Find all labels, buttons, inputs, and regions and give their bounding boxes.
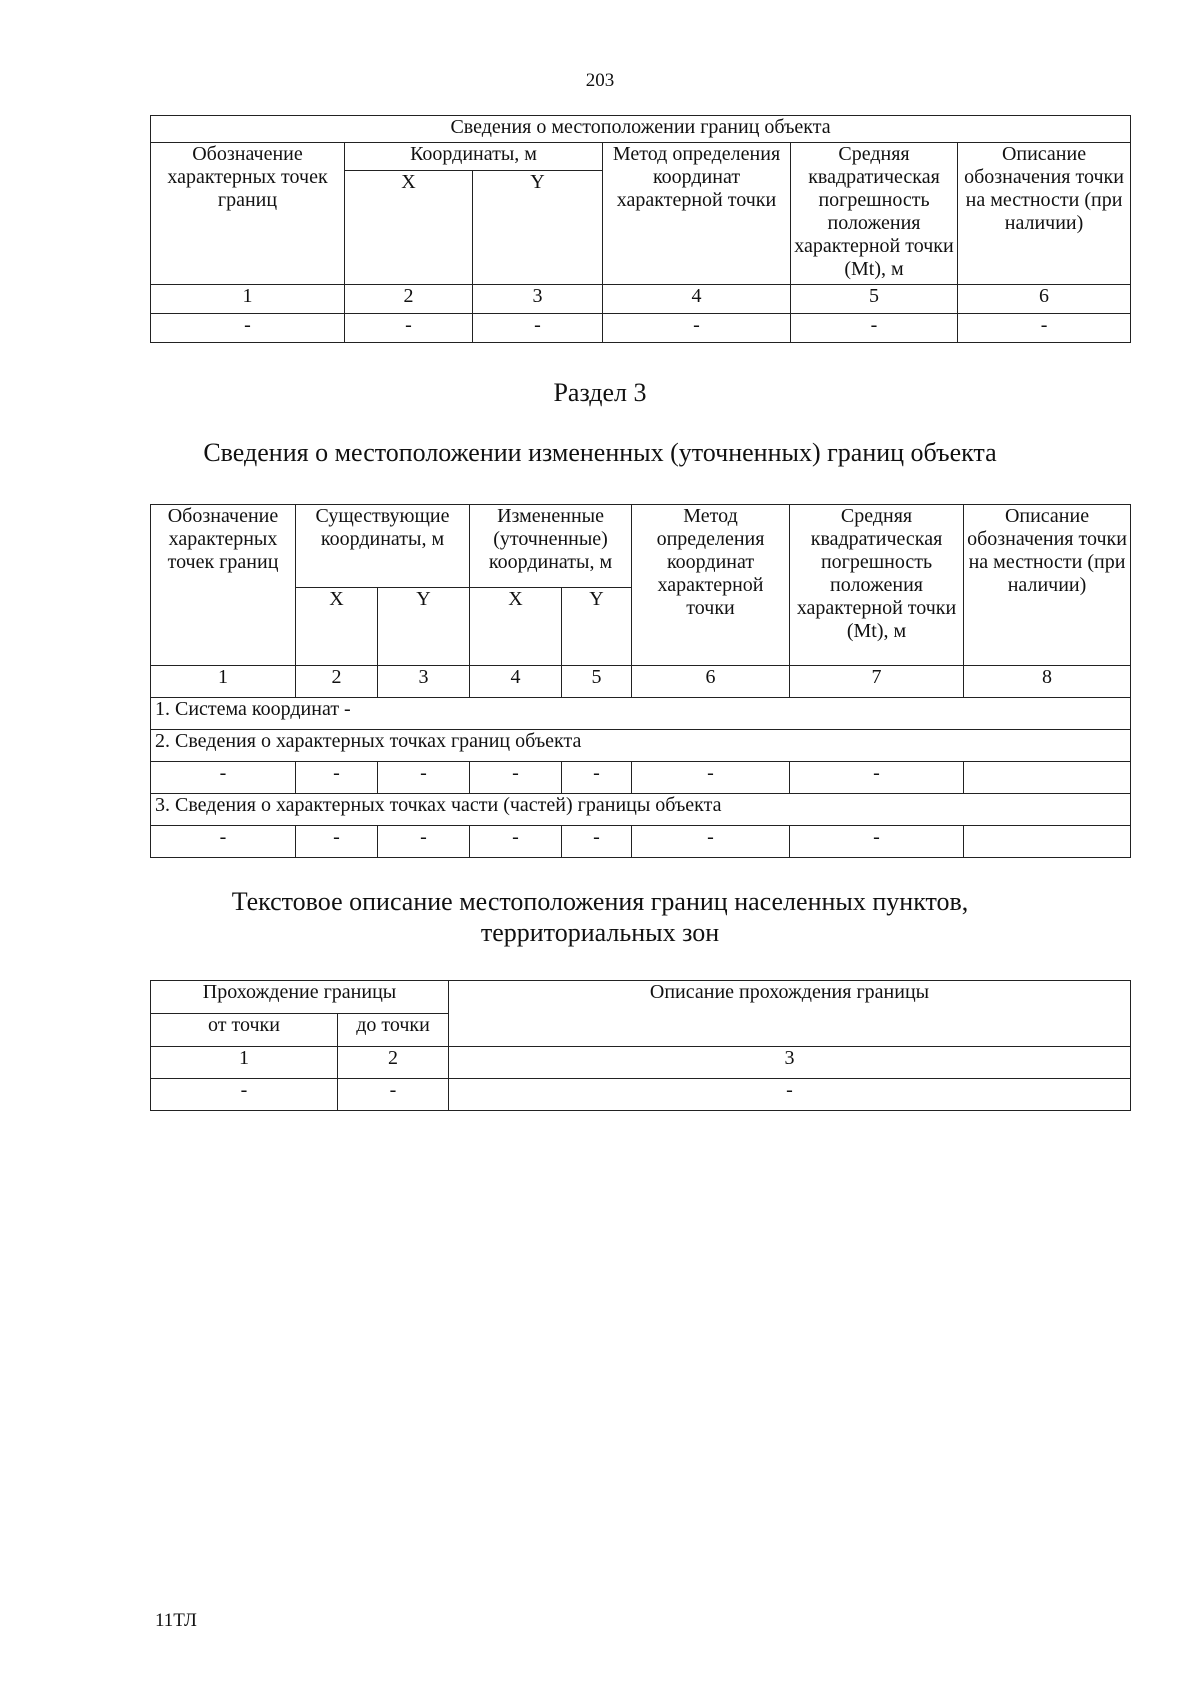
col-header-existing-coords: Существующие координаты, м xyxy=(296,505,470,588)
col-header-y: Y xyxy=(473,171,603,285)
column-number: 1 xyxy=(151,1047,338,1079)
col-header-method: Метод определения координат характерной точки xyxy=(632,505,790,666)
column-number: 5 xyxy=(562,666,632,698)
table-cell: - xyxy=(473,314,603,343)
parts-heading-row: 3. Сведения о характерных точках части (частей) границы объекта xyxy=(151,794,1131,826)
table-cell: - xyxy=(958,314,1131,343)
table-cell: - xyxy=(449,1079,1131,1111)
table-caption: Сведения о местоположении границ объекта xyxy=(151,116,1131,143)
table-cell: - xyxy=(470,826,562,858)
title-line: территориальных зон xyxy=(480,918,720,947)
col-header-changed-coords: Измененные (уточненные) координаты, м xyxy=(470,505,632,588)
section-title: Раздел 3 xyxy=(553,378,647,407)
table-cell: - xyxy=(296,826,378,858)
table-row xyxy=(151,1079,1131,1111)
table-cell: - xyxy=(345,314,473,343)
table-cell: - xyxy=(562,826,632,858)
col-header-description: Описание обозначения точки на местности (при наличии) xyxy=(964,505,1131,666)
boundary-passage-table xyxy=(150,980,1131,1111)
table-cell: - xyxy=(632,826,790,858)
table-cell: - xyxy=(378,762,470,794)
table-cell: - xyxy=(338,1079,449,1111)
points-heading-row: 2. Сведения о характерных точках границ объекта xyxy=(151,730,1131,762)
coord-system-row: 1. Система координат - xyxy=(151,698,1131,730)
column-number: 2 xyxy=(345,285,473,314)
column-number: 6 xyxy=(958,285,1131,314)
table-row xyxy=(151,826,1131,858)
col-header-error: Средняя квадратическая погрешность положения характерной точки (Mt), м xyxy=(790,505,964,666)
col-header-x: X xyxy=(296,588,378,666)
table-cell: - xyxy=(790,762,964,794)
column-number: 4 xyxy=(603,285,791,314)
column-number: 7 xyxy=(790,666,964,698)
col-header-method: Метод определения координат характерной точки xyxy=(603,143,791,285)
col-header-description: Описание обозначения точки на местности (при наличии) xyxy=(958,143,1131,285)
col-header-passage-description: Описание прохождения границы xyxy=(449,981,1131,1047)
column-number: 3 xyxy=(473,285,603,314)
column-number: 3 xyxy=(449,1047,1131,1079)
column-number: 4 xyxy=(470,666,562,698)
col-header-error: Средняя квадратическая погрешность положения характерной точки (Mt), м xyxy=(791,143,958,285)
col-header-y: Y xyxy=(378,588,470,666)
table-row xyxy=(151,314,1131,343)
table-cell: - xyxy=(296,762,378,794)
col-header-from-point: от точки xyxy=(151,1014,338,1047)
boundary-location-table xyxy=(150,115,1131,343)
col-header-x: X xyxy=(470,588,562,666)
table-cell: - xyxy=(791,314,958,343)
column-number: 1 xyxy=(151,666,296,698)
table-cell: - xyxy=(603,314,791,343)
column-number: 6 xyxy=(632,666,790,698)
table-cell: - xyxy=(151,314,345,343)
column-number: 8 xyxy=(964,666,1131,698)
changed-boundary-table xyxy=(150,504,1131,858)
table-cell: - xyxy=(790,826,964,858)
column-number: 5 xyxy=(791,285,958,314)
col-header-point: Обозначение характерных точек границ xyxy=(151,505,296,666)
table-cell xyxy=(964,762,1131,794)
table-row xyxy=(151,762,1131,794)
table-cell: - xyxy=(151,826,296,858)
table-cell: - xyxy=(470,762,562,794)
col-header-point: Обозначение характерных точек границ xyxy=(151,143,345,285)
column-number: 2 xyxy=(338,1047,449,1079)
table-cell: - xyxy=(151,1079,338,1111)
table-cell: - xyxy=(151,762,296,794)
col-header-y: Y xyxy=(562,588,632,666)
table-cell: - xyxy=(632,762,790,794)
column-number: 2 xyxy=(296,666,378,698)
page-number: 203 xyxy=(585,70,615,91)
table-cell: - xyxy=(378,826,470,858)
footer-code: 11ТЛ xyxy=(155,1610,197,1631)
col-header-coords: Координаты, м xyxy=(345,143,603,171)
section-subtitle: Сведения о местоположении измененных (уточненных) границ объекта xyxy=(203,438,997,467)
column-number: 3 xyxy=(378,666,470,698)
column-number: 1 xyxy=(151,285,345,314)
table-cell: - xyxy=(562,762,632,794)
title-line: Текстовое описание местоположения границ населенных пунктов, xyxy=(231,887,969,916)
text-description-title xyxy=(0,886,1200,948)
col-header-x: X xyxy=(345,171,473,285)
col-header-passage: Прохождение границы xyxy=(151,981,449,1014)
col-header-to-point: до точки xyxy=(338,1014,449,1047)
table-cell xyxy=(964,826,1131,858)
